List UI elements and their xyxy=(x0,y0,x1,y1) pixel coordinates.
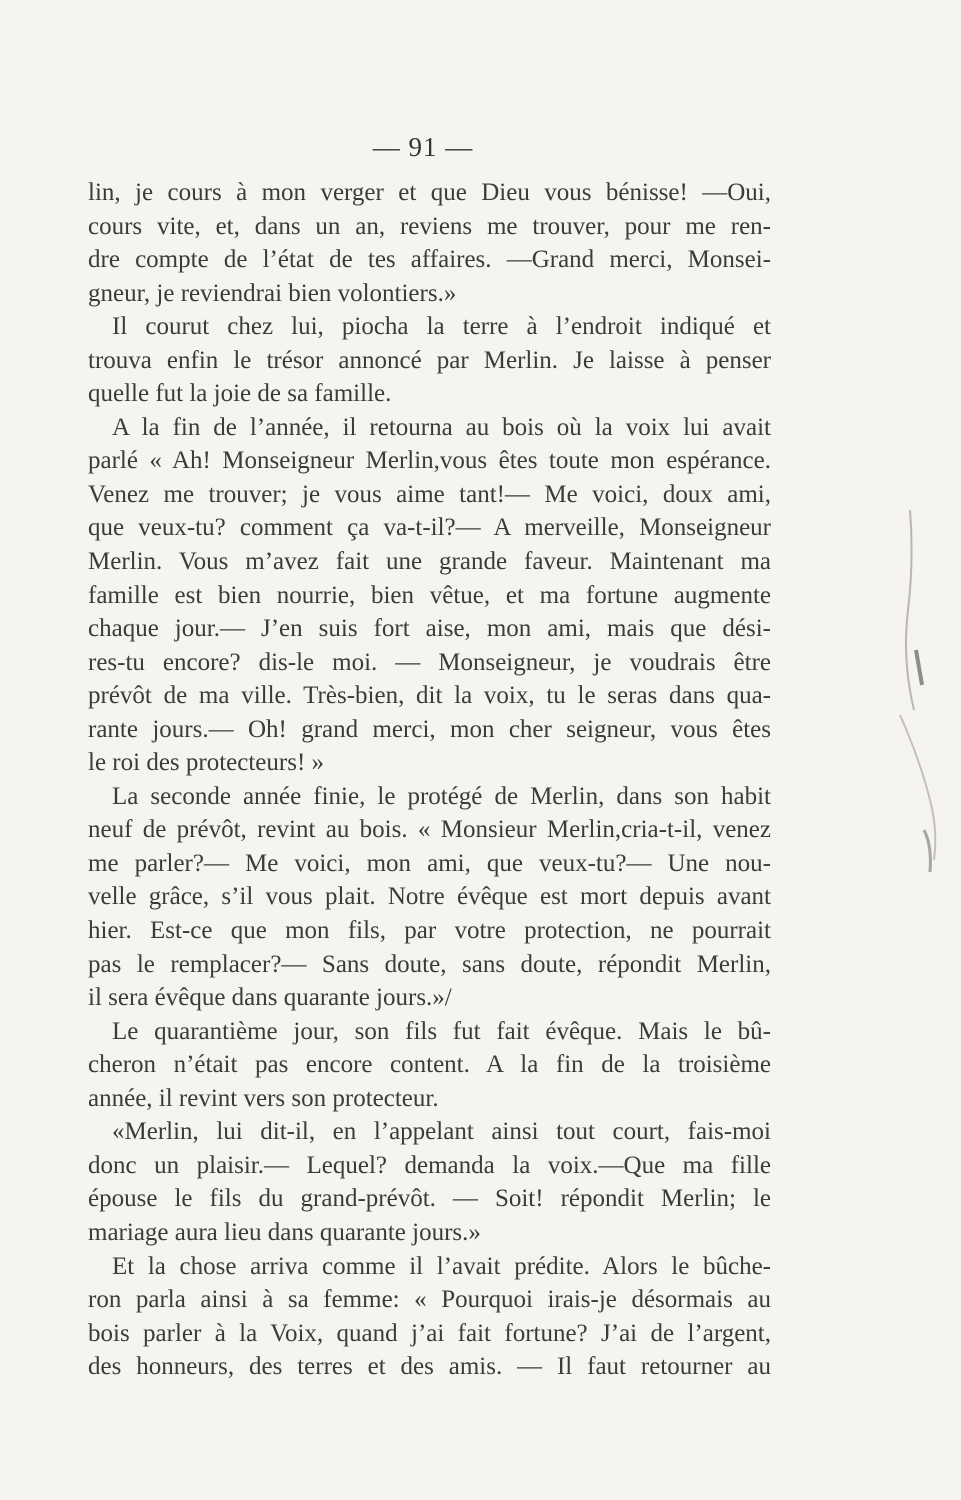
text-line: Le quarantième jour, son fils fut fait évêque. Mais le bû- xyxy=(112,1017,771,1045)
text-line: Il courut chez lui, piocha la terre à l’endroit indiqué et xyxy=(112,313,771,341)
text-line: famille est bien nourrie, bien vêtue, et ma fortune augmente xyxy=(88,581,771,609)
text-line: me parler?— Me voici, mon ami, que veux-tu?— Une nou- xyxy=(88,849,771,877)
text-line: A la fin de l’année, il retourna au bois où la voix lui avait xyxy=(112,413,771,441)
text-line: cheron n’était pas encore content. A la fin de la troisième xyxy=(88,1051,771,1079)
text-line: gneur, je reviendrai bien volontiers.» xyxy=(88,279,457,307)
text-line: mariage aura lieu dans quarante jours.» xyxy=(88,1218,481,1246)
text-line: prévôt de ma ville. Très-bien, dit la voix, tu le seras dans qua- xyxy=(88,682,771,710)
text-line: velle grâce, s’il vous plait. Notre évêque est mort depuis avant xyxy=(88,883,771,911)
text-line: chaque jour.— J’en suis fort aise, mon ami, mais que dési- xyxy=(88,615,771,643)
page-number: — 91 — xyxy=(372,132,474,162)
text-line: donc un plaisir.— Lequel? demanda la voix.—Que ma fille xyxy=(88,1151,771,1179)
text-line: ron parla ainsi à sa femme: « Pourquoi irais-je désormais au xyxy=(88,1286,771,1314)
text-line: rante jours.— Oh! grand merci, mon cher seigneur, vous êtes xyxy=(88,715,771,743)
text-line: «Merlin, lui dit-il, en l’appelant ainsi tout court, fais-moi xyxy=(112,1118,771,1146)
text-line: parlé « Ah! Monseigneur Merlin,vous êtes toute mon espérance. xyxy=(88,447,771,475)
text-line: dre compte de l’état de tes affaires. —Grand merci, Monsei- xyxy=(88,246,771,274)
body-text xyxy=(88,176,771,1384)
text-line: il sera évêque dans quarante jours.»/ xyxy=(88,984,452,1012)
text-line: trouva enfin le trésor annoncé par Merlin. Je laisse à penser xyxy=(88,346,771,374)
text-line: quelle fut la joie de sa famille. xyxy=(88,380,392,408)
text-line: Merlin. Vous m’avez fait une grande faveur. Maintenant ma xyxy=(88,548,771,576)
text-line: année, il revint vers son protecteur. xyxy=(88,1084,439,1112)
text-line: res-tu encore? dis-le moi. — Monseigneur, je voudrais être xyxy=(88,648,771,676)
text-line: cours vite, et, dans un an, reviens me trouver, pour me ren- xyxy=(88,212,771,240)
text-line: neuf de prévôt, revint au bois. « Monsieur Merlin,cria-t-il, venez xyxy=(88,816,771,844)
text-line: Et la chose arriva comme il l’avait prédite. Alors le bûche- xyxy=(112,1252,771,1280)
text-line: le roi des protecteurs! » xyxy=(88,749,325,777)
text-line: pas le remplacer?— Sans doute, sans doute, répondit Merlin, xyxy=(88,950,771,978)
text-line: lin, je cours à mon verger et que Dieu vous bénisse! —Oui, xyxy=(88,179,771,206)
text-line: hier. Est-ce que mon fils, par votre protection, ne pourrait xyxy=(88,917,771,945)
text-line: Venez me trouver; je vous aime tant!— Me voici, doux ami, xyxy=(88,480,771,508)
text-line: bois parler à la Voix, quand j’ai fait fortune? J’ai de l’argent, xyxy=(88,1319,771,1347)
margin-pencil-marks xyxy=(880,500,961,920)
text-line: que veux-tu? comment ça va-t-il?— A merveille, Monseigneur xyxy=(88,514,771,542)
text-line: des honneurs, des terres et des amis. — Il faut retourner au xyxy=(88,1353,771,1381)
text-line: épouse le fils du grand-prévôt. — Soit! répondit Merlin; le xyxy=(88,1185,771,1213)
text-line: La seconde année finie, le protégé de Merlin, dans son habit xyxy=(112,782,771,810)
